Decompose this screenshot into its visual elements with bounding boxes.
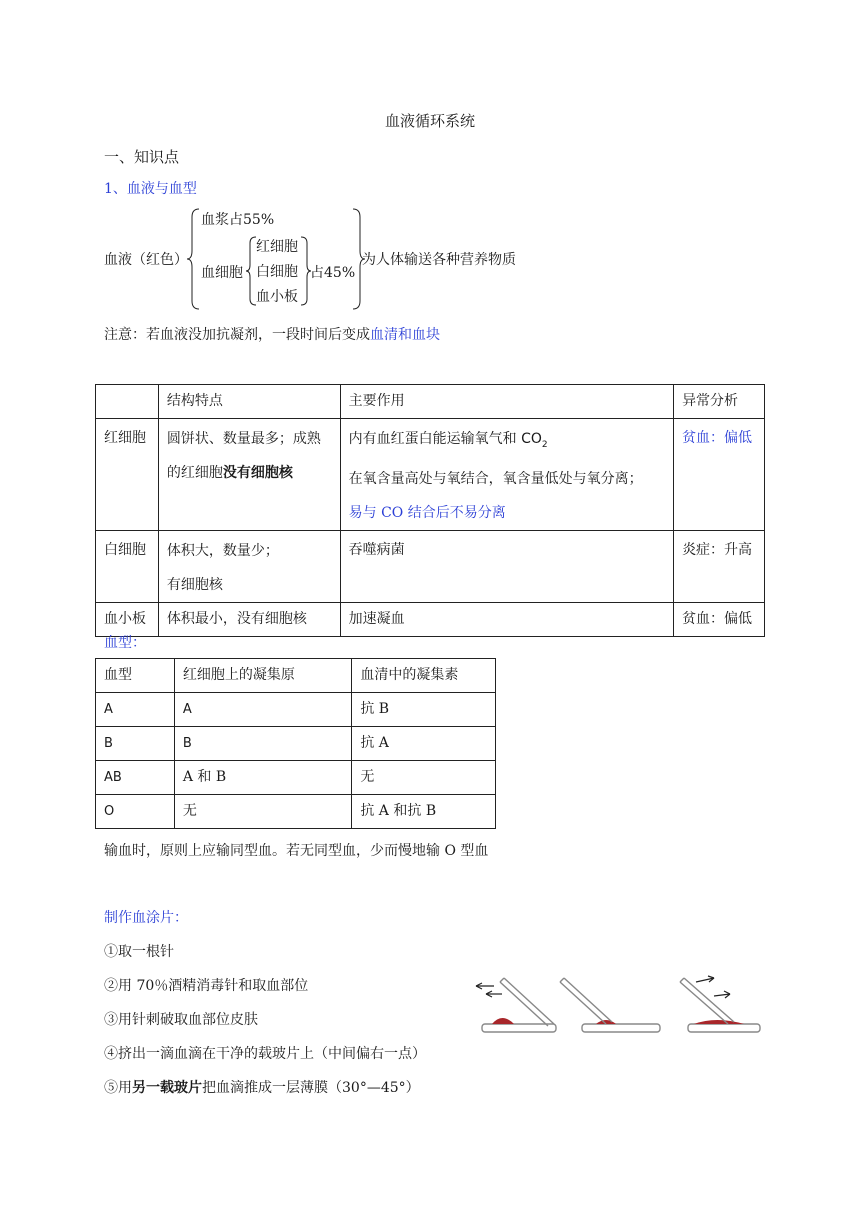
header-cell: 主要作用 xyxy=(340,385,673,419)
smear-step-1 xyxy=(476,978,556,1032)
step-item: ②用 70％酒精消毒针和取血部位 xyxy=(104,978,309,994)
antibody-cell: 抗 A xyxy=(352,727,496,761)
row-name-cell: 红细胞 xyxy=(96,419,159,531)
step-text: 把血滴推成一层薄膜（30°—45°） xyxy=(202,1080,420,1096)
blood-type-table xyxy=(95,658,496,829)
function-cell xyxy=(340,419,673,531)
header-cell: 红细胞上的凝集原 xyxy=(174,659,352,693)
section-heading: 一、知识点 xyxy=(104,148,180,166)
table-header-row xyxy=(96,659,496,693)
header-cell: 血型 xyxy=(96,659,175,693)
structure-line: 体积大，数量少； xyxy=(166,542,279,559)
step-item: ④挤出一滴血滴在干净的载玻片上（中间偏右一点） xyxy=(104,1046,426,1062)
function-text: 内有血红蛋白能运输氧气和 xyxy=(348,431,522,447)
function-cell: 吞噬病菌 xyxy=(340,530,673,602)
cells-percent-label: 占45% xyxy=(310,265,356,281)
structure-cell xyxy=(158,530,340,602)
antibody-cell: 抗 A 和抗 B xyxy=(352,795,496,829)
wbc-label: 白细胞 xyxy=(256,264,298,280)
antigen-cell: 无 xyxy=(174,795,352,829)
table-row xyxy=(96,530,765,602)
smear-heading: 制作血涂片： xyxy=(104,910,188,926)
structure-line: 有细胞核 xyxy=(166,576,223,593)
structure-bold: 没有细胞核 xyxy=(222,465,293,481)
co2-subscript: 2 xyxy=(541,439,548,450)
blood-cell-table xyxy=(95,384,765,637)
step-bold: 另一载玻片 xyxy=(132,1080,202,1096)
table-row xyxy=(96,727,496,761)
header-cell xyxy=(96,385,159,419)
page-title: 血液循环系统 xyxy=(384,112,475,130)
blood-function-label: 为人体输送各种营养物质 xyxy=(362,252,516,268)
antigen-cell: A 和 B xyxy=(174,761,352,795)
step-item xyxy=(104,1077,420,1097)
structure-text: 的红细胞 xyxy=(166,465,223,481)
type-cell: AB xyxy=(96,761,175,795)
left-brace-icon xyxy=(186,207,202,311)
function-line-highlight: 易与 CO 结合后不易分离 xyxy=(348,504,506,521)
blood-label: 血液（红色） xyxy=(104,252,188,268)
function-line: 在氧含量高处与氧结合，氧含量低处与氧分离； xyxy=(348,470,643,487)
step-item: ①取一根针 xyxy=(104,944,174,960)
table-row xyxy=(96,795,496,829)
header-cell: 血清中的凝集素 xyxy=(352,659,496,693)
smear-step-2 xyxy=(560,978,660,1032)
structure-cell: 体积最小，没有细胞核 xyxy=(158,602,340,636)
table-header-row xyxy=(96,385,765,419)
smear-step-3 xyxy=(680,976,760,1032)
structure-line: 圆饼状、数量最多；成熟 xyxy=(166,431,321,447)
cells-label: 血细胞 xyxy=(201,265,243,281)
note-text: 注意：若血液没加抗凝剂，一段时间后变成 xyxy=(104,327,370,343)
row-name-cell: 白细胞 xyxy=(96,530,159,602)
header-cell: 异常分析 xyxy=(674,385,765,419)
antibody-cell: 无 xyxy=(352,761,496,795)
structure-cell xyxy=(158,419,340,531)
co2-formula xyxy=(521,431,548,450)
abnormal-cell: 贫血：偏低 xyxy=(674,602,765,636)
co2-text: CO xyxy=(521,431,542,447)
step-text: ⑤用 xyxy=(104,1080,132,1096)
transfusion-note: 输血时，原则上应输同型血。若无同型血，少而慢地输 O 型血 xyxy=(104,843,489,859)
row-name-cell: 血小板 xyxy=(96,602,159,636)
step-item: ③用针刺破取血部位皮肤 xyxy=(104,1012,258,1028)
subsection-heading: 1、血液与血型 xyxy=(104,181,197,197)
function-cell: 加速凝血 xyxy=(340,602,673,636)
rbc-label: 红细胞 xyxy=(256,239,298,255)
antigen-cell: A xyxy=(174,693,352,727)
blood-type-heading: 血型： xyxy=(104,635,146,651)
table-row xyxy=(96,602,765,636)
plasma-label: 血浆占55% xyxy=(201,212,275,228)
note-highlight: 血清和血块 xyxy=(370,327,440,343)
type-cell: O xyxy=(96,795,175,829)
header-cell: 结构特点 xyxy=(158,385,340,419)
table-row xyxy=(96,419,765,531)
antibody-cell: 抗 B xyxy=(352,693,496,727)
structure-line xyxy=(167,456,332,490)
blood-smear-illustration xyxy=(464,974,764,1038)
abnormal-cell: 炎症：升高 xyxy=(674,530,765,602)
abnormal-cell: 贫血：偏低 xyxy=(674,419,765,531)
table-row xyxy=(96,693,496,727)
table-row xyxy=(96,761,496,795)
function-line xyxy=(349,422,665,462)
type-cell: A xyxy=(96,693,175,727)
antigen-cell: B xyxy=(174,727,352,761)
type-cell: B xyxy=(96,727,175,761)
platelet-label: 血小板 xyxy=(256,289,298,305)
note-line xyxy=(104,324,440,344)
